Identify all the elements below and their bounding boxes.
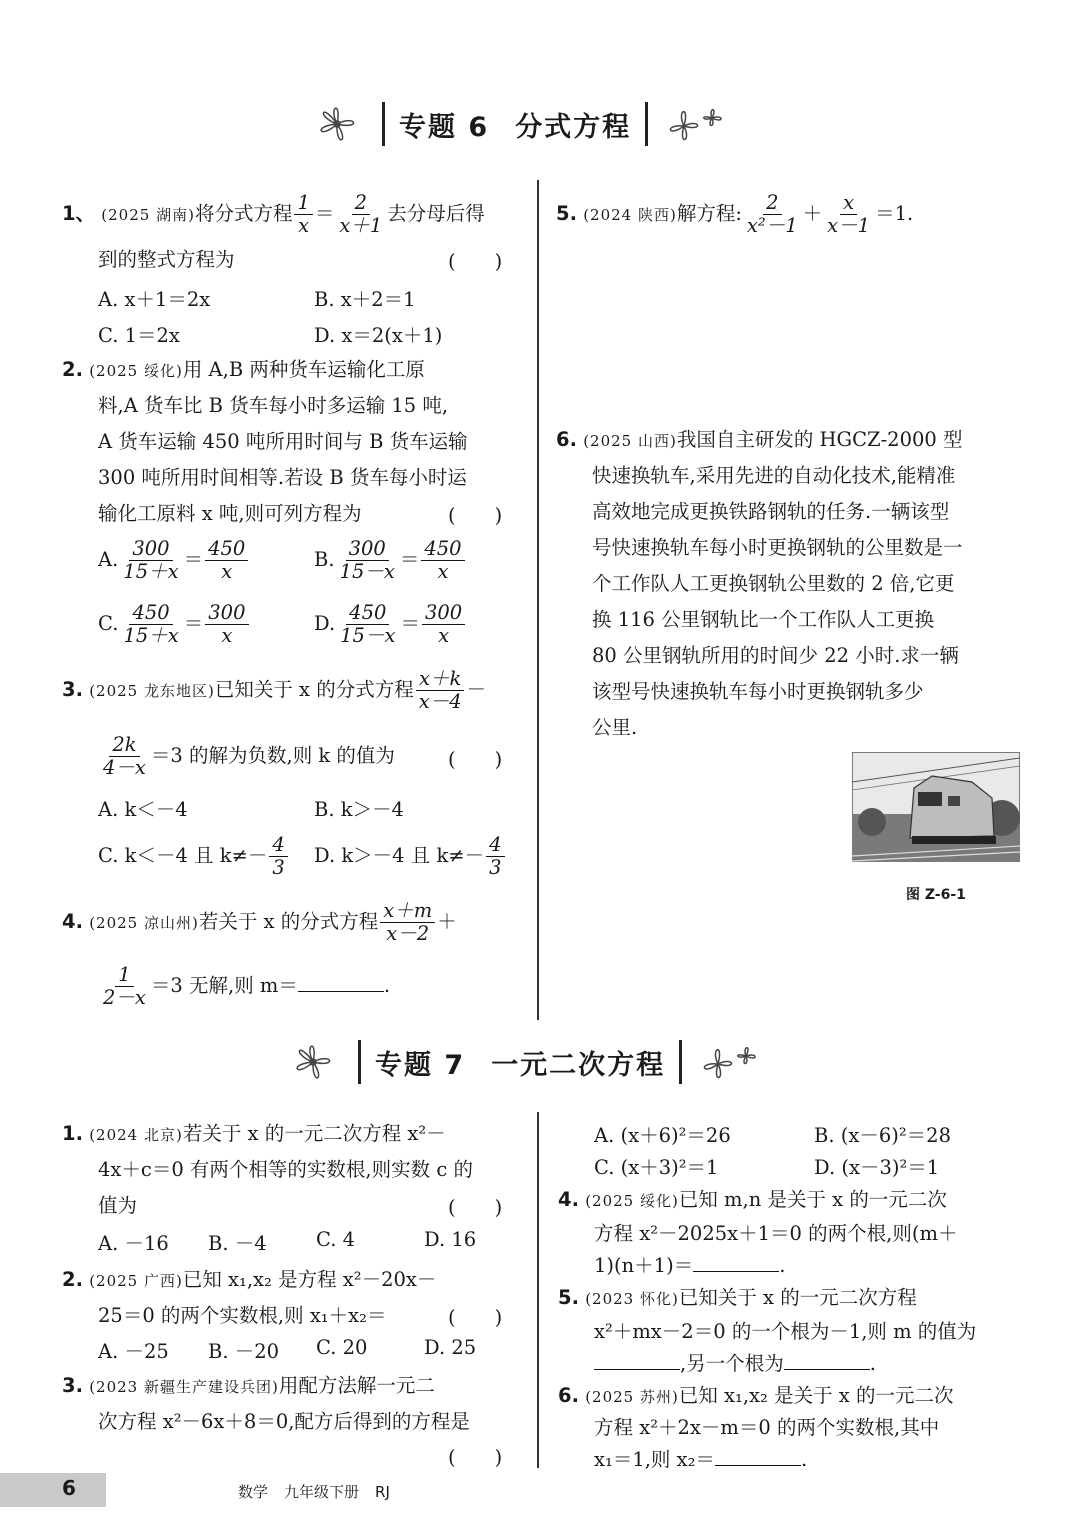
footer-grade: 九年级下册 [284, 1483, 360, 1501]
column-divider [537, 180, 539, 1020]
question-text: ,另一个根为 . [594, 1346, 876, 1382]
question-number: 5. [558, 1286, 579, 1309]
question-source: (2025 山西) [583, 432, 677, 450]
question-number: 4. [558, 1188, 579, 1211]
question-text: 将分式方程 [194, 202, 293, 225]
question-text: 若关于 x 的分式方程 [198, 910, 379, 933]
question-number: 1. [62, 1122, 83, 1145]
option-a: A. k＜－4 [98, 798, 188, 821]
question-text: 4x＋c＝0 有两个相等的实数根,则实数 c 的 [98, 1158, 473, 1181]
question-text: 料,A 货车比 B 货车每小时多运输 15 吨, [98, 394, 449, 417]
t6-q3: 3. (2025 龙东地区)已知关于 x 的分式方程 $\frac{x+k}{x-4}$ － [62, 667, 487, 713]
footer-edition: RJ [375, 1483, 390, 1501]
question-number: 3. [62, 1374, 83, 1397]
topic7-title-bar [282, 1034, 766, 1090]
option-c: C. 1＝2x [98, 324, 180, 347]
question-text: 快速换轨车,采用先进的自动化技术,能精准 [592, 464, 956, 487]
question-source: (2025 龙东地区) [89, 682, 215, 700]
option-a: A. －16 [98, 1232, 169, 1255]
t6-q6 [556, 422, 1026, 459]
option-b: B. (x－6)²＝28 [814, 1124, 951, 1147]
question-source: (2024 北京) [89, 1126, 183, 1144]
question-number: 1、 [62, 202, 96, 225]
answer-blank[interactable] [784, 1351, 870, 1370]
answer-paren: ( ) [448, 504, 503, 527]
option-b: B. $\frac{300}{15-x}$ ＝ $\frac{450}{x}$ [314, 538, 467, 583]
option-c: C. (x＋3)²＝1 [594, 1156, 719, 1179]
option-a: A. －25 [98, 1340, 169, 1363]
answer-blank[interactable] [594, 1351, 680, 1370]
t6-q5: 5. (2024 陕西)解方程: $\frac{2}{\text{x²－1}}$ ＋ $\frac{x}{x-1}$ ＝1. [556, 191, 914, 237]
question-text: 方程 x²－2025x＋1＝0 的两个根,则(m＋ [594, 1222, 958, 1245]
t7-q5 [558, 1280, 1028, 1317]
question-text: 个工作队人工更换钢轨公里数的 2 倍,它更 [592, 572, 955, 595]
option-d: D. (x－3)²＝1 [814, 1156, 940, 1179]
question-text: 我国自主研发的 HGCZ-2000 型 [676, 428, 963, 451]
fraction: $\frac{2}{x+1}$ [339, 191, 383, 237]
topic6-title-bar [306, 96, 732, 152]
option-a: A. $\frac{300}{15+x}$ ＝ $\frac{450}{x}$ [98, 538, 250, 583]
option-a: A. x＋1＝2x [98, 288, 211, 311]
t6-q1: 1、 (2025 湖南)将分式方程 $\frac{1}{x}$ ＝ $\frac{2}{x+1}$ 去分母后得 [62, 191, 485, 237]
question-text: x₁＝1,则 x₂＝ . [594, 1448, 808, 1471]
question-text: 该型号快速换轨车每小时更换钢轨多少 [592, 680, 924, 703]
question-source: (2024 陕西) [583, 206, 677, 224]
question-text: 用 A,B 两种货车运输化工原 [182, 358, 425, 381]
option-d: D. 25 [424, 1336, 477, 1359]
question-text: 1)(n＋1)＝ . [594, 1254, 786, 1277]
footer-info [238, 1481, 406, 1502]
question-text: 用配方法解一元二 [278, 1374, 435, 1397]
question-text: A 货车运输 450 吨所用时间与 B 货车运输 [98, 430, 468, 453]
answer-blank[interactable] [298, 973, 384, 992]
question-text: 若关于 x 的一元二次方程 x²－ [182, 1122, 446, 1145]
option-d: D. x＝2(x＋1) [314, 324, 443, 347]
question-source: (2025 苏州) [585, 1388, 679, 1406]
t6-q2 [62, 352, 522, 389]
question-text: 去分母后得 [387, 202, 485, 225]
option-a: A. (x＋6)²＝26 [594, 1124, 731, 1147]
footer-subject: 数学 [238, 1483, 269, 1501]
question-text: $\frac{2k}{4-x}$ ＝3 的解为负数,则 k 的值为 [103, 733, 395, 779]
question-number: 6. [556, 428, 577, 451]
question-text: 换 116 公里钢轨比一个工作队人工更换 [592, 608, 935, 631]
question-source: (2025 绥化) [585, 1192, 679, 1210]
flower-ornament-icon [282, 1034, 344, 1090]
question-source: (2025 湖南) [101, 206, 195, 224]
question-source: (2025 绥化) [89, 362, 183, 380]
answer-paren: ( ) [448, 1446, 503, 1469]
question-text: 已知关于 x 的分式方程 [214, 678, 414, 701]
question-text: 解方程: [676, 202, 742, 225]
option-c: C. 4 [316, 1228, 356, 1251]
question-number: 6. [558, 1384, 579, 1407]
answer-paren: ( ) [448, 1306, 503, 1329]
flower-ornament-icon [696, 1034, 766, 1090]
question-text: 方程 x²＋2x－m＝0 的两个实数根,其中 [594, 1416, 940, 1439]
option-d: D. 16 [424, 1228, 477, 1251]
answer-paren: ( ) [448, 250, 503, 273]
t6-q4: 4. (2025 凉山州)若关于 x 的分式方程 $\frac{x+m}{x-2}$ ＋ [62, 899, 457, 945]
question-text: 已知 m,n 是关于 x 的一元二次 [678, 1188, 947, 1211]
question-text: 高效地完成更换铁路钢轨的任务.一辆该型 [592, 500, 950, 523]
page-number: 6 [62, 1476, 76, 1500]
option-b: B. k＞－4 [314, 798, 404, 821]
question-text: 次方程 x²－6x＋8＝0,配方后得到的方程是 [98, 1410, 470, 1433]
answer-paren: ( ) [448, 748, 503, 771]
question-text: 已知 x₁,x₂ 是关于 x 的一元二次 [678, 1384, 954, 1407]
question-number: 3. [62, 678, 83, 701]
answer-paren: ( ) [448, 1196, 503, 1219]
t6-q1-line2: 到的整式方程为 [98, 248, 235, 271]
t7-q2 [62, 1262, 532, 1299]
question-source: (2025 广西) [89, 1272, 183, 1290]
title-divider [679, 1040, 682, 1084]
answer-blank[interactable] [693, 1253, 779, 1272]
fraction: $\frac{1}{x}$ [294, 192, 312, 237]
question-number: 4. [62, 910, 83, 933]
question-text: 已知关于 x 的一元二次方程 [678, 1286, 917, 1309]
title-divider [645, 102, 648, 146]
t7-q1 [62, 1116, 532, 1153]
option-c: C. 20 [316, 1336, 368, 1359]
question-number: 2. [62, 1268, 83, 1291]
question-number: 5. [556, 202, 577, 225]
question-text: 值为 [98, 1194, 138, 1217]
question-text: $\frac{1}{2-x}$ ＝3 无解,则 m＝ . [103, 963, 391, 1009]
flower-ornament-icon [306, 96, 368, 152]
option-b: B. －20 [208, 1340, 280, 1363]
question-text: x²＋mx－2＝0 的一个根为－1,则 m 的值为 [594, 1320, 977, 1343]
question-number: 2. [62, 358, 83, 381]
option-d: D. k＞－4 且 k≠－ $\frac{4}{3}$ [314, 834, 507, 879]
topic6-heading: 专题 6 分式方程 [399, 111, 632, 143]
question-text: 输化工原料 x 吨,则可列方程为 [98, 502, 362, 525]
question-source: (2023 新疆生产建设兵团) [89, 1378, 279, 1396]
option-c: C. k＜－4 且 k≠－ $\frac{4}{3}$ [98, 834, 290, 879]
option-b: B. －4 [208, 1232, 267, 1255]
flower-ornament-icon [662, 96, 732, 152]
question-text: 已知 x₁,x₂ 是方程 x²－20x－ [182, 1268, 437, 1291]
t7-q4 [558, 1182, 1028, 1219]
figure-caption: 图 Z-6-1 [906, 887, 966, 903]
t7-q3 [62, 1368, 532, 1405]
option-d: D. $\frac{450}{15-x}$ ＝ $\frac{300}{x}$ [314, 602, 467, 647]
title-divider [358, 1040, 361, 1084]
question-text: 公里. [592, 716, 638, 739]
page-number-tab [0, 1473, 106, 1507]
title-divider [382, 102, 385, 146]
question-text: 300 吨所用时间相等.若设 B 货车每小时运 [98, 466, 467, 489]
question-source: (2023 怀化) [585, 1290, 679, 1308]
question-text: 号快速换轨车每小时更换钢轨的公里数是一 [592, 536, 963, 559]
question-text: 25＝0 的两个实数根,则 x₁＋x₂＝ [98, 1304, 387, 1327]
option-b: B. x＋2＝1 [314, 288, 416, 311]
question-source: (2025 凉山州) [89, 914, 199, 932]
answer-blank[interactable] [715, 1447, 801, 1466]
question-text: 80 公里钢轨所用的时间少 22 小时.求一辆 [592, 644, 959, 667]
train-photo [852, 752, 1020, 862]
column-divider [537, 1112, 539, 1468]
option-c: C. $\frac{450}{15+x}$ ＝ $\frac{300}{x}$ [98, 602, 251, 647]
topic7-heading: 专题 7 一元二次方程 [375, 1049, 666, 1081]
